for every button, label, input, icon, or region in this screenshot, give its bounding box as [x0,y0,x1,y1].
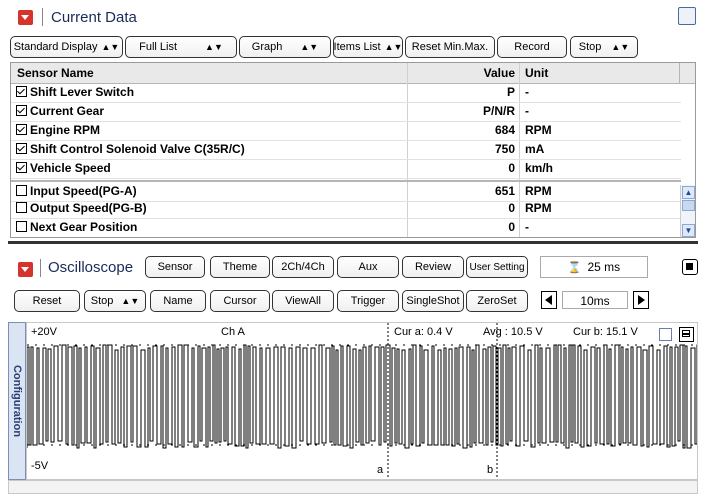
table-row[interactable] [11,83,681,103]
sensor-label: Sensor [157,261,193,273]
updown-icon: ▲▼ [300,42,319,52]
record-button[interactable] [497,36,567,58]
sensor-unit: - [525,220,529,234]
osc-stop-label: Stop [90,295,114,307]
scope-canvas [27,323,698,480]
reset-minmax-label: Reset Min.Max. [411,41,489,53]
current-data-menu-icon[interactable] [18,10,33,25]
sensor-name: Shift Lever Switch [30,85,135,99]
sensor-unit: - [525,104,529,118]
channel-toggle-button[interactable] [272,256,334,278]
theme-label: Theme [222,261,258,273]
cursor-b-readout: Cur b: 15.1 V [573,326,638,338]
current-data-header [8,4,698,30]
header-separator [40,259,41,277]
aux-label: Aux [358,261,378,273]
trigger-button[interactable] [337,290,399,312]
updown-icon: ▲▼ [384,42,403,52]
scroll-down-icon[interactable]: ▼ [682,224,695,237]
stop-square-icon[interactable] [682,259,698,275]
cursor-label: Cursor [223,295,257,307]
zeroset-button[interactable] [466,290,528,312]
sensor-name: Output Speed(PG-B) [30,201,147,215]
waveform-path [27,345,698,448]
sensor-value: 0 [508,201,515,215]
sensor-value: P [506,85,515,99]
channel-label: Ch A [221,326,245,338]
scope-display[interactable] [26,322,698,480]
updown-icon: ▲▼ [611,42,630,52]
bottom-voltage-label: -5V [31,460,49,472]
sensor-name-cell [11,140,245,159]
updown-icon: ▲▼ [121,296,140,306]
sensor-name-cell [11,159,111,178]
arrow-left-icon[interactable] [541,291,557,309]
full-list-select[interactable] [125,36,237,58]
scroll-thumb[interactable] [682,200,695,211]
configuration-tab[interactable] [8,322,26,480]
column-header-value[interactable]: Value [483,66,515,80]
time-readout-value: 25 ms [587,260,621,274]
scroll-up-icon[interactable]: ▲ [682,186,695,199]
sensor-name-cell [11,218,137,237]
table-row[interactable] [11,140,681,160]
sensor-name: Current Gear [30,104,105,118]
row-checkbox[interactable] [16,86,27,97]
items-list-label: Items List [333,41,381,53]
sensor-unit: km/h [525,161,554,175]
configuration-label: Configuration [11,364,23,438]
horizontal-scrollbar[interactable] [8,480,698,494]
graph-label: Graph [251,41,283,53]
sensor-value: 651 [494,184,515,198]
row-checkbox[interactable] [16,162,27,173]
theme-button[interactable] [210,256,270,278]
channel-toggle-label: 2Ch/4Ch [281,261,325,273]
table-scrollbar[interactable] [680,185,695,238]
sensor-name: Input Speed(PG-A) [30,184,137,198]
row-checkbox[interactable] [16,105,27,116]
column-header-sensor[interactable]: Sensor Name [17,66,94,80]
waveform-trace [27,345,698,448]
sensor-value: 0 [508,161,515,175]
cursor-b-marker: b [487,464,494,476]
updown-icon: ▲▼ [205,42,223,52]
table-row[interactable] [11,121,681,141]
cursor-a-readout: Cur a: 0.4 V [394,326,453,338]
split-view-icon[interactable] [679,327,694,342]
top-voltage-label: +20V [31,326,57,338]
sensor-value: 750 [494,142,515,156]
table-row[interactable] [11,199,681,219]
table-row[interactable] [11,102,681,122]
aux-button[interactable] [337,256,399,278]
sensor-value: 684 [494,123,515,137]
user-setting-button[interactable] [466,256,528,278]
sensor-unit: mA [525,142,545,156]
arrow-right-icon[interactable] [633,291,649,309]
sensor-unit: RPM [525,184,552,198]
stop-select[interactable] [570,36,638,58]
items-list-select[interactable] [333,36,403,58]
cursor-a-marker: a [377,464,384,476]
sensor-button[interactable] [145,256,205,278]
user-setting-label: User Setting [469,261,525,273]
cursor-button[interactable] [210,290,270,312]
sensor-value: 0 [508,220,515,234]
singleshot-button[interactable] [402,290,464,312]
sensor-name: Shift Control Solenoid Valve C(35R/C) [30,142,245,156]
sensor-value: P/N/R [482,104,515,118]
row-checkbox[interactable] [16,221,27,232]
panel-divider[interactable] [8,241,698,244]
oscilloscope-menu-icon[interactable] [18,262,33,277]
sensor-name-cell [11,199,147,218]
table-header [11,63,695,84]
name-button[interactable] [150,290,206,312]
header-separator [42,8,43,26]
column-divider [679,63,680,83]
review-label: Review [414,261,452,273]
table-row[interactable] [11,159,681,179]
viewall-label: ViewAll [285,295,321,307]
row-checkbox[interactable] [16,124,27,135]
updown-icon: ▲▼ [101,42,120,52]
row-checkbox[interactable] [16,143,27,154]
sensor-name: Next Gear Position [30,220,138,234]
trigger-label: Trigger [350,295,386,307]
sensor-name: Vehicle Speed [30,161,111,175]
name-label: Name [163,295,193,307]
row-checkbox[interactable] [16,202,27,213]
sensor-name-cell [11,83,134,102]
average-readout: Avg : 10.5 V [483,326,543,338]
sensor-name: Engine RPM [30,123,101,137]
reset-minmax-button[interactable] [405,36,495,58]
sensor-name-cell [11,121,100,140]
oscilloscope-title: Oscilloscope [48,259,134,276]
sensor-name-cell [11,102,104,121]
reset-label: Reset [32,295,62,307]
time-readout [540,256,648,278]
review-button[interactable] [402,256,464,278]
hourglass-icon: ⌛ [567,261,582,274]
record-label: Record [514,41,550,53]
sensor-unit: - [525,85,529,99]
current-data-title: Current Data [51,8,137,26]
full-list-label: Full List [139,41,178,53]
reset-button[interactable] [14,290,80,312]
standard-display-label: Standard Display [13,41,98,53]
singleshot-label: SingleShot [406,295,460,307]
maximize-icon[interactable] [678,7,696,25]
row-checkbox[interactable] [16,185,27,196]
viewall-button[interactable] [272,290,334,312]
zeroset-label: ZeroSet [477,295,517,307]
column-header-unit[interactable]: Unit [525,66,549,80]
sensor-unit: RPM [525,201,552,215]
sensor-unit: RPM [525,123,552,137]
graph-select[interactable] [239,36,331,58]
standard-display-select[interactable] [10,36,123,58]
timebase-value[interactable]: 10ms [562,291,628,309]
checkbox-toggle[interactable] [659,328,672,341]
table-row[interactable] [11,218,681,238]
sensor-table [10,62,696,238]
osc-stop-select[interactable] [84,290,146,312]
stop-label: Stop [578,41,602,53]
